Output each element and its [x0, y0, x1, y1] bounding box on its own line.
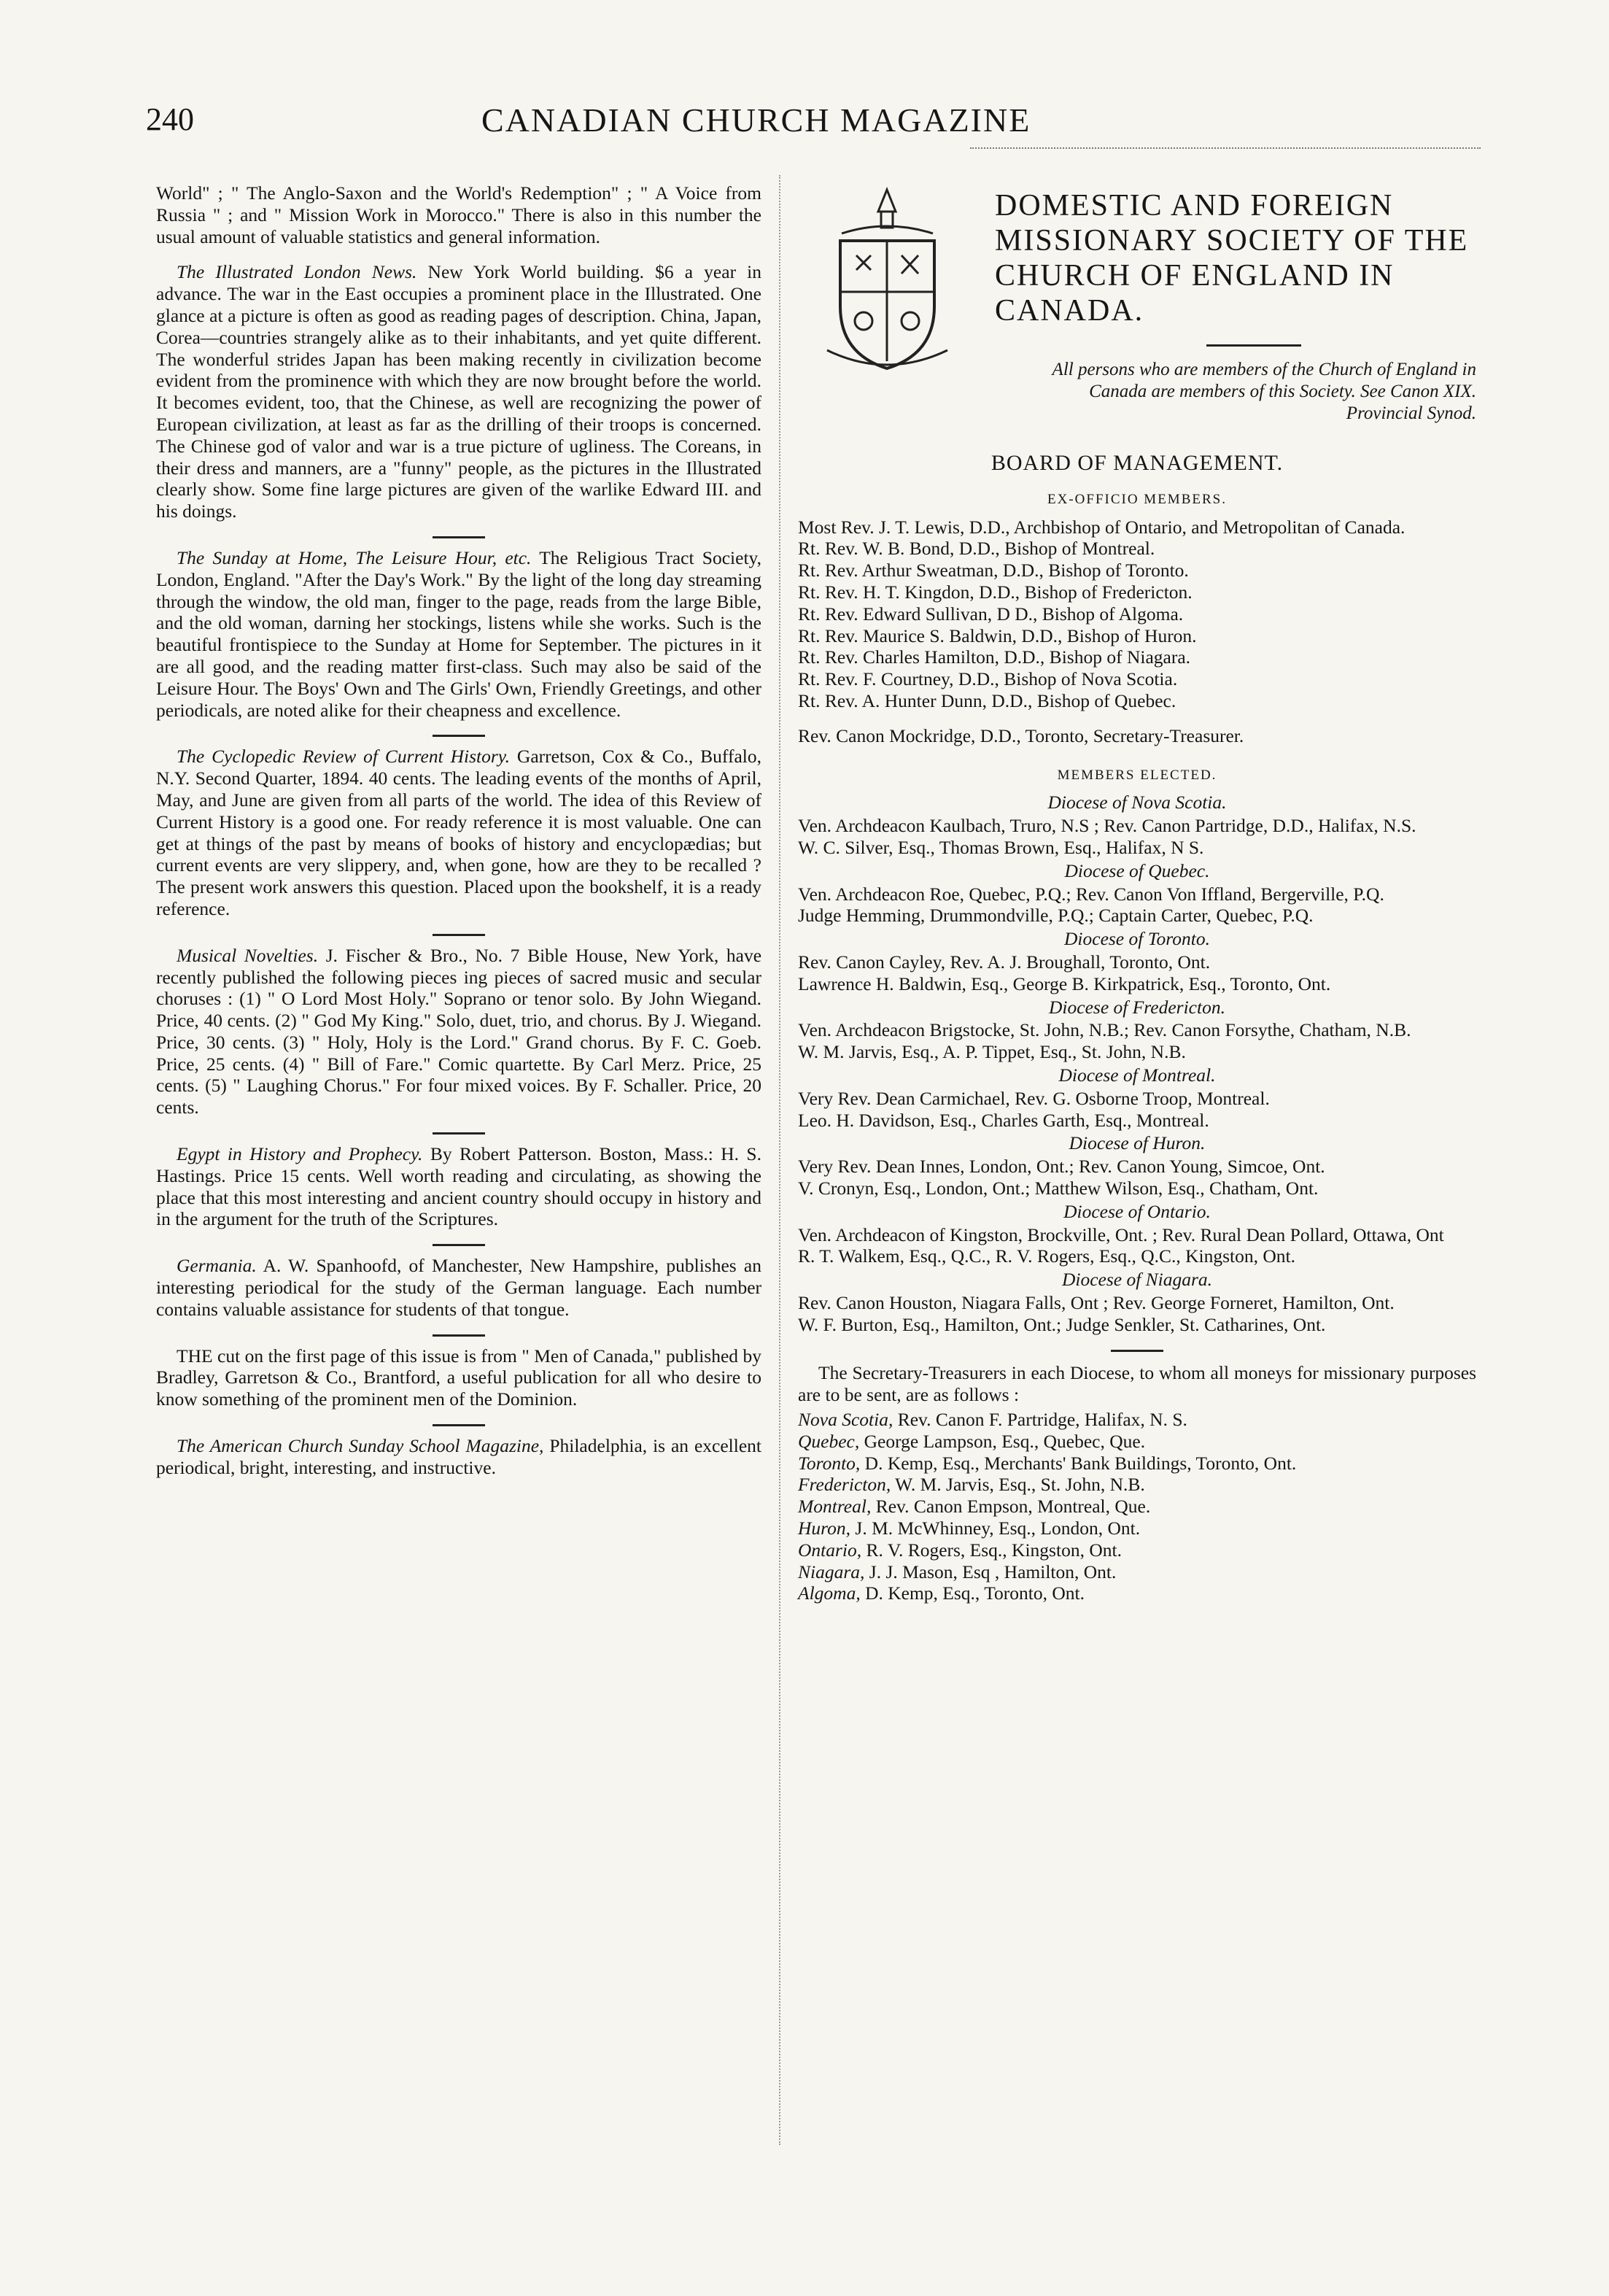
list-item: Very Rev. Dean Innes, London, Ont.; Rev. Canon Young, Simcoe, Ont. — [798, 1156, 1325, 1178]
separator-rule — [433, 1334, 485, 1337]
diocese-block — [798, 1269, 1476, 1335]
diocese-name: Diocese of Niagara. — [1061, 1269, 1213, 1291]
diocese-block — [798, 792, 1476, 858]
review-paragraph: Germania. A. W. Spanhoofd, of Manchester, New Hampshire, publishes an interesting periodical for the study of the German language. Each number contains valuable assistance for students of that tongue. — [156, 1255, 761, 1320]
list-item: Rt. Rev. Charles Hamilton, D.D., Bishop of Niagara. — [798, 646, 1191, 668]
list-item: W. F. Burton, Esq., Hamilton, Ont.; Judge Senkler, St. Catharines, Ont. — [798, 1313, 1326, 1335]
list-item: Ven. Archdeacon of Kingston, Brockville, Ont. ; Rev. Rural Dean Pollard, Ottawa, Ont — [798, 1224, 1444, 1245]
secretary-treasurer: Rev. Canon Mockridge, D.D., Toronto, Secretary-Treasurer. — [798, 724, 1244, 746]
separator-rule — [1111, 1350, 1163, 1352]
ex-officio-heading: EX-OFFICIO MEMBERS. — [1047, 491, 1227, 507]
review-paragraph: Musical Novelties. J. Fischer & Bro., No. 7 Bible House, New York, have recently published the following pieces ing pieces of sacred music and secular choruses : (1) " O Lord Most Holy." Soprano or tenor solo. By John Wiegand. Price, 40 cents. (2) " God My King." Solo, duet, trio, and chorus. By J. Wiegand. Price, 30 cents. (3) " Holy, Holy is the Lord." Grand chorus. By F. C. Goeb. Price, 25 cents. (4) " Bill of Fare." Comic quartette. By Carl Merz. Price, 25 cents. (5) " Laughing Chorus." For four mixed voices. By F. Schaller. Price, 20 cents. — [156, 944, 762, 1118]
treasurers-intro: The Secretary-Treasurers in each Diocese, to whom all moneys for missionary purposes are to be sent, are as follows : — [798, 1362, 1476, 1406]
diocese-name: Diocese of Toronto. — [1064, 928, 1210, 950]
diocese-name: Diocese of Ontario. — [1063, 1200, 1211, 1222]
list-item: Lawrence H. Baldwin, Esq., George B. Kirkpatrick, Esq., Toronto, Ont. — [798, 973, 1331, 994]
list-item: Rt. Rev. Arthur Sweatman, D.D., Bishop of Toronto. — [798, 560, 1189, 581]
list-item: W. M. Jarvis, Esq., A. P. Tippet, Esq., St. John, N.B. — [798, 1041, 1186, 1063]
diocese-block — [798, 1201, 1476, 1267]
list-item: Ontario, R. V. Rogers, Esq., Kingston, Ont. — [798, 1539, 1122, 1561]
list-item: Rt. Rev. Maurice S. Baldwin, D.D., Bishop of Huron. — [798, 625, 1197, 646]
column-divider — [779, 175, 780, 2145]
separator-rule — [433, 1132, 485, 1135]
left-column — [156, 182, 761, 1493]
treasurers-list — [798, 1409, 1476, 1604]
review-paragraph: World" ; " The Anglo-Saxon and the World's Redemption" ; " A Voice from Russia " ; and " Mission Work in Morocco." There is also in this number the usual amount of valuable statistics and general information. — [156, 182, 761, 247]
list-item: Judge Hemming, Drummondville, P.Q.; Captain Carter, Quebec, P.Q. — [798, 905, 1314, 927]
diocese-name: Diocese of Huron. — [1069, 1132, 1206, 1154]
list-item: Huron, J. M. McWhinney, Esq., London, Ont. — [798, 1518, 1141, 1539]
society-header — [798, 182, 1476, 445]
right-column — [798, 182, 1476, 1604]
review-paragraph: THE cut on the first page of this issue is from " Men of Canada," published by Bradley, Garretson & Co., Brantford, a useful publication for all who desire to know something of the prominent men of the Dominion. — [156, 1345, 761, 1410]
separator-rule — [433, 934, 485, 936]
diocese-name: Diocese of Nova Scotia. — [1047, 792, 1227, 813]
list-item: Rt. Rev. F. Courtney, D.D., Bishop of Nova Scotia. — [798, 668, 1178, 690]
members-heading: MEMBERS ELECTED. — [1057, 767, 1217, 783]
list-item: W. C. Silver, Esq., Thomas Brown, Esq., Halifax, N S. — [798, 836, 1204, 858]
review-paragraph: Egypt in History and Prophecy. By Robert Patterson. Boston, Mass.: H. S. Hastings. Price 15 cents. Well worth reading and circulating, as showing the place that this most interesting and ancient country should occupy in history and in the argument for the truth of the Scriptures. — [156, 1143, 761, 1230]
review-paragraph: The Cyclopedic Review of Current History. Garretson, Cox & Co., Buffalo, N.Y. Second Quarter, 1894. 40 cents. The leading events of the months of April, May, and June are given from all parts of the world. The idea of this Review of Current History is a good one. For ready reference it is most valuable. One can get at things of the past by means of books of history and encyclopædias; but current events are very slippery, and, when gone, how are they to be recalled ? The present work answers this question. Placed upon the bookshelf, it is a ready reference. — [156, 746, 761, 919]
list-item: Montreal, Rev. Canon Empson, Montreal, Que. — [798, 1496, 1151, 1518]
list-item: Rev. Canon Houston, Niagara Falls, Ont ; Rev. George Forneret, Hamilton, Ont. — [798, 1291, 1395, 1313]
separator-rule — [433, 735, 485, 737]
list-item: V. Cronyn, Esq., London, Ont.; Matthew Wilson, Esq., Chatham, Ont. — [798, 1177, 1319, 1199]
diocese-name: Diocese of Montreal. — [1058, 1064, 1216, 1086]
list-item: Ven. Archdeacon Kaulbach, Truro, N.S ; Rev. Canon Partridge, D.D., Halifax, N.S. — [798, 815, 1416, 837]
list-item: Nova Scotia, Rev. Canon F. Partridge, Halifax, N. S. — [798, 1409, 1187, 1431]
diocese-block — [798, 860, 1476, 927]
header-rule — [970, 147, 1481, 149]
list-item: Algoma, D. Kemp, Esq., Toronto, Ont. — [798, 1582, 1085, 1604]
diocese-name: Diocese of Quebec. — [1064, 859, 1210, 881]
list-item: R. T. Walkem, Esq., Q.C., R. V. Rogers, Esq., Q.C., Kingston, Ont. — [798, 1245, 1296, 1267]
list-item: Fredericton, W. M. Jarvis, Esq., St. John, N.B. — [798, 1474, 1145, 1496]
list-item: Rev. Canon Cayley, Rev. A. J. Broughall, Toronto, Ont. — [798, 951, 1211, 973]
separator-rule — [1206, 344, 1301, 347]
list-item: Very Rev. Dean Carmichael, Rev. G. Osborne Troop, Montreal. — [798, 1087, 1270, 1109]
review-paragraph: The Illustrated London News. New York World building. $6 a year in advance. The war in the East occupies a prominent place in the Illustrated. One glance at a picture is often as good as reading pages of description. China, Japan, Corea—countries strangely alike as to their inhabitants, and yet quite different. The wonderful strides Japan has been making recently in civilization become evident from the prominence with which they are now brought before the world. It becomes evident, too, that the Chinese, as well are recognizing the power of European civilization, at least as far as the drilling of their troops is concerned. The Chinese god of valor and war is a true picture of ugliness. The Coreans, in their dress and manners, are a "funny" people, as the pictures in the Illustrated clearly show. Some fine large pictures are given of the warlike Edward III. and his doings. — [156, 261, 762, 522]
list-item: Toronto, D. Kemp, Esq., Merchants' Bank Buildings, Toronto, Ont. — [798, 1452, 1297, 1474]
diocese-block — [798, 928, 1476, 994]
list-item: Quebec, George Lampson, Esq., Quebec, Que. — [798, 1430, 1146, 1452]
separator-rule — [433, 1424, 485, 1426]
diocese-block — [798, 1064, 1476, 1131]
diocese-name: Diocese of Fredericton. — [1049, 996, 1225, 1018]
list-item: Most Rev. J. T. Lewis, D.D., Archbishop of Ontario, and Metropolitan of Canada. — [798, 516, 1406, 538]
diocese-block — [798, 997, 1476, 1063]
separator-rule — [433, 1244, 485, 1246]
list-item: Ven. Archdeacon Brigstocke, St. John, N.B.; Rev. Canon Forsythe, Chatham, N.B. — [798, 1019, 1411, 1041]
diocese-block — [798, 1132, 1476, 1199]
separator-rule — [433, 536, 485, 538]
list-item: Rt. Rev. H. T. Kingdon, D.D., Bishop of Fredericton. — [798, 581, 1193, 603]
list-item: Niagara, J. J. Mason, Esq , Hamilton, Ont. — [798, 1561, 1117, 1582]
review-paragraph: The Sunday at Home, The Leisure Hour, etc. The Religious Tract Society, London, England. "After the Day's Work." By the light of the long day streaming through the window, the old man, finger to the page, reads from the large Bible, and the old woman, darning her stockings, listens while she works. Such is the beautiful frontispiece to the Sunday at Home for September. The pictures in it are all good, and the reading matter first-class. Such may also be said of the Leisure Hour. The Boys' Own and The Girls' Own, Friendly Greetings, and other periodicals, are noted alike for their cheapness and excellence. — [156, 546, 761, 721]
list-item: Rt. Rev. A. Hunter Dunn, D.D., Bishop of Quebec. — [798, 689, 1176, 711]
page-header — [146, 101, 1495, 152]
page-number: 240 — [146, 101, 194, 137]
list-item: Leo. H. Davidson, Esq., Charles Garth, Esq., Montreal. — [798, 1109, 1209, 1131]
review-paragraph: The American Church Sunday School Magazine, Philadelphia, is an excellent periodical, bright, interesting, and instructive. — [156, 1435, 761, 1478]
list-item: Rt. Rev. W. B. Bond, D.D., Bishop of Montreal. — [798, 538, 1155, 560]
list-item: Ven. Archdeacon Roe, Quebec, P.Q.; Rev. Canon Von Iffland, Bergerville, P.Q. — [798, 883, 1384, 905]
board-heading: BOARD OF MANAGEMENT. — [990, 451, 1284, 475]
society-note: All persons who are members of the Church of England in Canada are members of this Society. See Canon XIX. Provincial Synod. — [1052, 360, 1476, 423]
running-title: CANADIAN CHURCH MAGAZINE — [481, 101, 1031, 139]
ex-officio-list — [798, 517, 1476, 712]
crest-icon — [820, 182, 955, 372]
list-item: Rt. Rev. Edward Sullivan, D D., Bishop of Algoma. — [798, 603, 1184, 625]
society-title: DOMESTIC AND FOREIGN MISSIONARY SOCIETY OF THE CHURCH OF ENGLAND IN CANADA. — [995, 189, 1469, 328]
